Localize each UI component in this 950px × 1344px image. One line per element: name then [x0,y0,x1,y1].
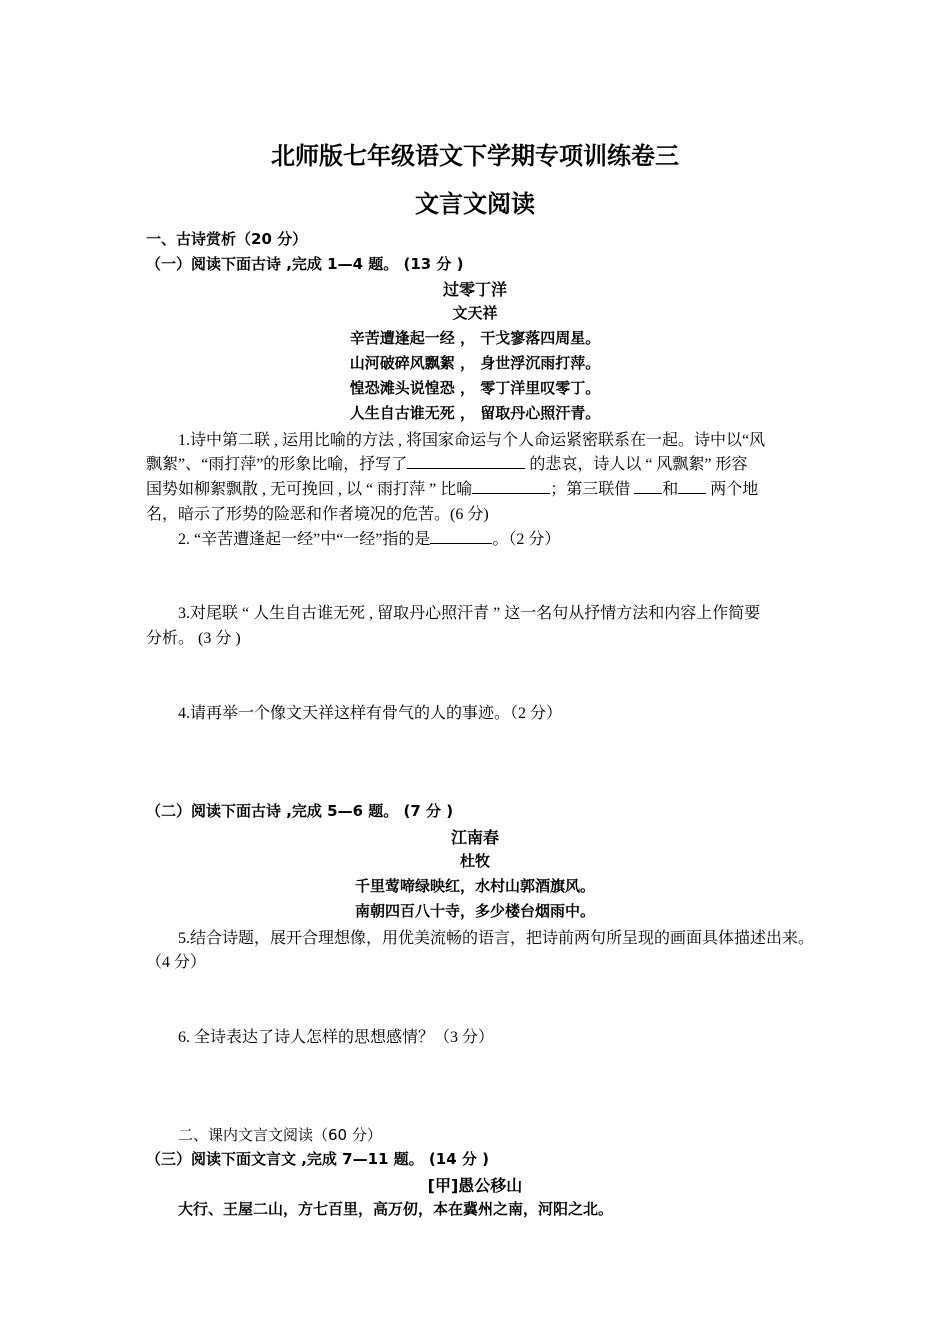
q1-line3 [146,476,758,499]
q1-text: 两个地 [710,481,759,498]
poem1-line: 山河破碎风飘絮 ， 身世浮沉雨打萍。 [349,354,601,372]
poem1-author: 文天祥 [452,304,498,322]
q1-line1: 1.诗中第二联 , 运用比喻的方法 , 将国家命运与个人命运紧密联系在一起。诗中以“风 [178,432,766,449]
q1-answer-blank[interactable] [678,479,706,494]
section-heading-poetry: 一、古诗赏析（20 分） [146,230,308,248]
document-subtitle: 文言文阅读 [415,190,535,218]
q2-text: 2. “辛苦遭逢起一经”中“一经”指的是 [178,531,431,548]
sub1-instruction: （一）阅读下面古诗 ,完成 1—4 题。 (13 分 ) [146,255,464,273]
q1-line2 [146,451,748,474]
q3-line2: 分析。 (3 分 ) [146,630,241,647]
q6: 6. 全诗表达了诗人怎样的思想感情？（3 分） [178,1029,495,1046]
text-first-line: 大行、王屋二山，方七百里，高万仞，本在冀州之南，河阳之北。 [178,1200,614,1218]
section-heading-classical: 二、课内文言文阅读（60 分） [178,1126,382,1144]
q5-line1: 5.结合诗题，展开合理想像，用优美流畅的语言，把诗前两句所呈现的画面具体描述出来。 [178,930,815,947]
q1-text: 飘絮”、“雨打萍”的形象比喻，抒写了 [146,456,408,473]
poem1-title: 过零丁洋 [442,280,507,299]
poem1-line: 辛苦遭逢起一经 ， 干戈寥落四周星。 [349,329,601,347]
q3-line1: 3.对尾联 “ 人生自古谁无死 , 留取丹心照汗青 ” 这一名句从抒情方法和内容上作简要 [178,605,761,622]
poem2-line: 南朝四百八十寺，多少楼台烟雨中。 [354,902,595,920]
q4: 4.请再举一个像文天祥这样有骨气的人的事迹。（2 分） [178,705,563,722]
q1-text: 和 [662,481,679,498]
document-title: 北师版七年级语文下学期专项训练卷三 [271,142,679,170]
q5-line2: （4 分） [146,954,207,971]
q1-text: ；第三联借 [550,481,631,498]
q2 [178,526,560,549]
q2-text: 。（2 分） [492,531,561,548]
q1-line4: 名，暗示了形势的险恶和作者境况的危苦。(6 分) [146,506,489,523]
sub3-instruction: （三）阅读下面文言文 ,完成 7—11 题。 (14 分 ) [146,1150,489,1168]
text-title: [甲]愚公移山 [427,1176,523,1195]
poem2-title: 江南春 [450,828,499,847]
q2-answer-blank[interactable] [430,529,492,544]
sub2-instruction: （二）阅读下面古诗 ,完成 5—6 题。 (7 分 ) [146,802,454,820]
q1-answer-blank[interactable] [634,479,662,494]
q1-answer-blank[interactable] [407,454,525,469]
q1-text: 的悲哀，诗人以 “ 风飘絮” 形容 [529,456,748,473]
poem1-line: 人生自古谁无死 ， 留取丹心照汗青。 [349,404,601,422]
q1-answer-blank[interactable] [472,479,550,494]
q1-text: 国势如柳絮飘散 , 无可挽回 , 以 “ 雨打萍 ” 比喻 [146,481,473,498]
poem2-author: 杜牧 [459,852,490,870]
poem2-line: 千里莺啼绿映红，水村山郭酒旗风。 [354,877,595,895]
poem1-line: 惶恐滩头说惶恐 ， 零丁洋里叹零丁。 [349,379,601,397]
